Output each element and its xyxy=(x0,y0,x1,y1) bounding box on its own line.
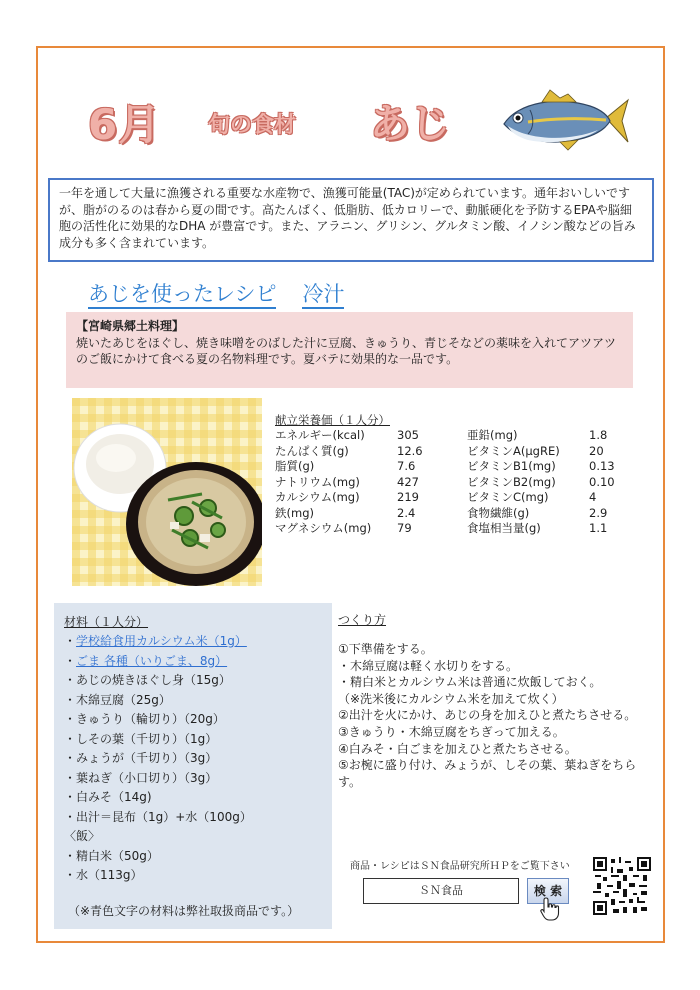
nutrient-value: 4 xyxy=(589,490,597,504)
ingredient-item: 〈飯〉 xyxy=(64,829,101,843)
nutrition-table xyxy=(275,428,635,537)
nutrient-value: 7.6 xyxy=(397,459,416,473)
month-heading: 6月 xyxy=(88,100,162,149)
nutrition-row xyxy=(275,506,635,522)
local-dish-description xyxy=(66,312,633,388)
product-link[interactable]: ごま 各種（いりごま、8g） xyxy=(76,653,228,668)
ingredients-note: （※青色文字の材料は弊社取扱商品です。） xyxy=(68,904,300,918)
recipe-name: 冷汁 xyxy=(302,282,344,309)
ingredient-item: ・出汁＝昆布（1g）+水（100g） xyxy=(64,809,252,824)
nutrient-label: ビタミンB1(mg) xyxy=(467,459,556,473)
step-item: ・木綿豆腐は軽く水切りをする。 xyxy=(338,658,519,673)
nutrient-value: 1.8 xyxy=(589,428,608,442)
search-input[interactable]: ＳＮ食品 xyxy=(363,878,519,904)
nutrition-row xyxy=(275,444,635,460)
step-item: ③きゅうり・木綿豆腐をちぎって加える。 xyxy=(338,724,565,739)
nutrient-label: たんぱく質(g) xyxy=(275,443,349,458)
nutrition-facts xyxy=(275,413,615,535)
nutrient-value: 12.6 xyxy=(397,443,423,458)
nutrient-value: 1.1 xyxy=(589,521,608,535)
ingredients-list xyxy=(64,632,322,886)
nutrient-value: 427 xyxy=(397,474,419,489)
nutrient-label: ビタミンB2(mg) xyxy=(467,474,556,489)
ingredient-item: ・木綿豆腐（25g） xyxy=(64,692,171,707)
nutrient-value: 2.4 xyxy=(397,505,416,520)
nutrition-row xyxy=(275,475,635,491)
nutrient-label: カルシウム(mg) xyxy=(275,490,360,504)
nutrient-value: 2.9 xyxy=(589,505,608,520)
nutrient-label: 亜鉛(mg) xyxy=(467,428,518,442)
seasonal-subtitle: 旬の食材 xyxy=(208,113,297,138)
ingredient-item: ・精白米（50g） xyxy=(64,848,159,863)
nutrient-value: 20 xyxy=(589,443,604,458)
product-link[interactable]: 学校給食用カルシウム米（1g） xyxy=(76,634,247,648)
step-item: ⑤お椀に盛り付け、みょうが、しその葉、葉ねぎをちらす。 xyxy=(338,758,637,789)
ingredient-item[interactable]: ・ごま 各種（いりごま、8g） xyxy=(64,653,228,668)
local-dish-text: 焼いたあじをほぐし、焼き味噌をのばした汁に豆腐、きゅうり、青じそなどの薬味を入れてアツアツのご飯にかけて食べる夏の名物料理です。夏バテに効果的な一品です。 xyxy=(76,335,617,366)
pointer-hand-icon xyxy=(538,896,564,922)
recipe-title xyxy=(88,278,344,308)
nutrient-label: ナトリウム(mg) xyxy=(275,474,360,489)
horse-mackerel-illustration xyxy=(498,88,630,154)
nutrient-label: ビタミンC(mg) xyxy=(467,490,549,504)
recipe-title-label: あじを使ったレシピ xyxy=(88,282,276,309)
step-item: ②出汁を火にかけ、あじの身を加えひと煮たちさせる。 xyxy=(338,708,637,723)
ingredient-item: ・みょうが（千切り）（3g） xyxy=(64,751,218,765)
footer-caption: 商品・レシピはＳＮ食品研究所ＨＰをご覧下さい xyxy=(350,861,570,872)
ingredients-title: 材料（１人分） xyxy=(64,615,149,629)
dish-photo xyxy=(72,398,262,586)
nutrition-row xyxy=(275,521,635,537)
ingredients-box xyxy=(54,603,332,929)
step-item: （※洗米後にカルシウム米を加えて炊く） xyxy=(338,691,564,706)
nutrition-row xyxy=(275,428,635,444)
ingredient-item: ・きゅうり（輪切り）（20g） xyxy=(64,712,225,726)
search-button[interactable]: 検 索 xyxy=(527,878,569,904)
nutrition-title: 献立栄養価（１人分） xyxy=(275,413,390,427)
nutrient-value: 219 xyxy=(397,490,419,504)
nutrient-value: 305 xyxy=(397,428,419,442)
nutrient-label: 鉄(mg) xyxy=(275,505,314,520)
steps-list xyxy=(338,641,656,790)
nutrient-value: 79 xyxy=(397,521,412,535)
nutrition-row xyxy=(275,459,635,475)
ingredient-item[interactable]: ・学校給食用カルシウム米（1g） xyxy=(64,634,247,648)
step-item: ・精白米とカルシウム米は普通に炊飯しておく。 xyxy=(338,675,602,690)
local-dish-tag: 【宮崎県郷土料理】 xyxy=(76,319,185,333)
preparation-steps xyxy=(338,611,656,790)
step-item: ①下準備をする。 xyxy=(338,642,433,656)
nutrient-label: ビタミンA(μgRE) xyxy=(467,443,560,458)
fish-name-heading: あじ xyxy=(370,101,450,147)
nutrient-value: 0.13 xyxy=(589,459,615,473)
ingredient-item: ・あじの焼きほぐし身（15g） xyxy=(64,673,231,687)
ingredient-item: ・水（113g） xyxy=(64,868,143,882)
nutrient-label: エネルギー(kcal) xyxy=(275,428,365,442)
ingredient-item: ・葉ねぎ（小口切り）（3g） xyxy=(64,770,218,785)
steps-title: つくり方 xyxy=(338,613,387,627)
nutrient-label: 食塩相当量(g) xyxy=(467,521,541,535)
nutrient-label: 脂質(g) xyxy=(275,459,315,473)
ingredient-item: ・しその葉（千切り）（1g） xyxy=(64,731,218,746)
qr-code-icon xyxy=(593,857,651,915)
intro-text-box: 一年を通して大量に漁獲される重要な水産物で、漁獲可能量(TAC)が定められています。通年おいしいですが、脂がのるのは春から夏の間です。高たんぱく、低脂肪、低カロリーで、動脈硬化を予防するEPAや脳細胞の活性化に効果的なDHA が豊富です。また、アラニン、グリシン、グルタミン酸、イノシン酸などの旨み成分も多く含まれています。 xyxy=(48,178,654,262)
ingredient-item: ・白みそ（14g) xyxy=(64,790,152,804)
nutrient-label: 食物繊維(g) xyxy=(467,505,530,520)
nutrition-row xyxy=(275,490,635,506)
nutrient-label: マグネシウム(mg) xyxy=(275,521,372,535)
nutrient-value: 0.10 xyxy=(589,474,615,489)
step-item: ④白みそ・白ごまを加えひと煮たちさせる。 xyxy=(338,741,577,756)
